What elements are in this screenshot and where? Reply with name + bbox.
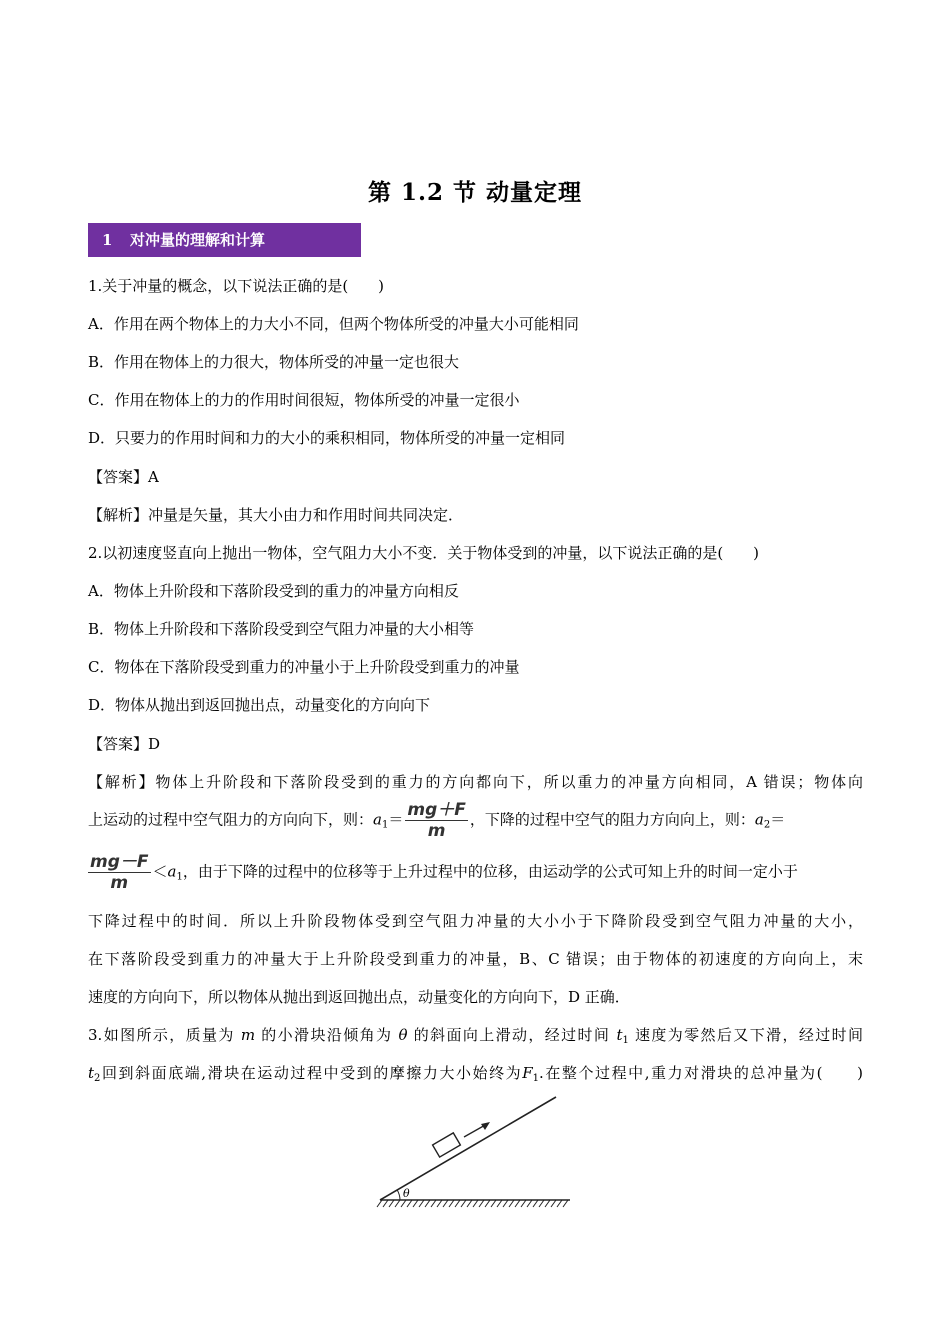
- hatch-stroke: [449, 1200, 454, 1207]
- q2-answer: [88, 733, 160, 754]
- hatch-stroke: [431, 1200, 436, 1207]
- angle-label: θ: [403, 1187, 410, 1200]
- q1-analysis: [88, 504, 463, 525]
- subscript: 1: [381, 819, 389, 831]
- fraction-numerator: mg＋F: [407, 800, 466, 820]
- page-title: 第 1.2 节 动量定理: [367, 179, 583, 206]
- hatch-stroke: [395, 1200, 400, 1207]
- analysis-tag: 【解析】: [88, 773, 156, 791]
- section-label: 对冲量的理解和计算: [130, 231, 266, 249]
- angle-arc: [397, 1190, 400, 1200]
- symbol-a: a: [754, 810, 764, 829]
- q2-analysis-line-6: 速度的方向向下，所以物体从抛出到返回抛出点，动量变化的方向向下，D 正确．: [88, 988, 630, 1006]
- symbol-f: F: [522, 1064, 533, 1082]
- symbol-t: t: [616, 1026, 623, 1044]
- stem-text: 的斜面向上滑动，经过时间: [407, 1026, 617, 1044]
- hatch-stroke: [437, 1200, 442, 1207]
- analysis-text: 物体上升阶段和下落阶段受到的重力的方向都向下，所以重力的冲量方向相同，A 错误；物体向: [155, 773, 863, 791]
- analysis-text: ，下降的过程中空气的阻力方向向上，则：: [469, 810, 755, 829]
- hatch-stroke: [413, 1200, 418, 1207]
- hatch-stroke: [377, 1200, 382, 1207]
- analysis-tag: 【解析】: [88, 506, 149, 524]
- symbol-t: t: [88, 1064, 95, 1082]
- hatch-stroke: [401, 1200, 406, 1207]
- hatch-stroke: [479, 1200, 484, 1207]
- fraction-numerator: mg－F: [90, 852, 149, 872]
- hatch-stroke: [455, 1200, 460, 1207]
- section-banner: [88, 223, 361, 257]
- fraction-denominator: m: [110, 873, 129, 893]
- symbol-a: a: [373, 810, 382, 829]
- hatch-stroke: [491, 1200, 496, 1207]
- q2-option-c: C．物体在下落阶段受到重力的冲量小于上升阶段受到重力的冲量: [88, 658, 520, 676]
- fraction-mg-minus-f: [88, 852, 151, 893]
- analysis-text: 上运动的过程中空气阻力的方向向下，则：: [88, 810, 374, 829]
- hatch-stroke: [389, 1200, 394, 1207]
- analysis-text: ，由于下降的过程中的位移等于上升过程中的位移，由运动学的公式可知上升的时间一定小于: [182, 862, 798, 881]
- equals-sign: ＝: [388, 810, 404, 829]
- hatch-stroke: [503, 1200, 508, 1207]
- answer-tag: 【答案】: [88, 468, 149, 486]
- subscript: 1: [176, 871, 183, 883]
- subscript: 1: [622, 1035, 629, 1046]
- ground-hatching: [377, 1200, 570, 1207]
- subscript: 2: [763, 819, 771, 831]
- answer-value: D: [148, 735, 161, 753]
- incline-figure: [372, 1093, 572, 1213]
- q1-option-d: D．只要力的作用时间和力的大小的乘积相同，物体所受的冲量一定相同: [88, 429, 566, 447]
- hatch-stroke: [467, 1200, 472, 1207]
- hatch-stroke: [521, 1200, 526, 1207]
- symbol-m: m: [240, 1026, 256, 1044]
- hatch-stroke: [545, 1200, 550, 1207]
- q2-option-a: A．物体上升阶段和下落阶段受到的重力的冲量方向相反: [88, 582, 459, 600]
- hatch-stroke: [443, 1200, 448, 1207]
- q1-option-c: C．作用在物体上的力的作用时间很短，物体所受的冲量一定很小: [88, 391, 520, 409]
- hatch-stroke: [497, 1200, 502, 1207]
- equals-sign: ＝: [770, 810, 786, 829]
- hatch-stroke: [425, 1200, 430, 1207]
- hatch-stroke: [539, 1200, 544, 1207]
- less-than-sign: ＜: [152, 862, 168, 881]
- symbol-a: a: [167, 862, 177, 881]
- fraction-denominator: m: [427, 821, 446, 841]
- hatch-stroke: [563, 1200, 568, 1207]
- answer-tag: 【答案】: [88, 735, 149, 753]
- stem-text: 3.如图所示，质量为: [88, 1026, 241, 1044]
- q3-stem-line-1: [88, 1024, 863, 1045]
- q2-analysis-line-4: 下降过程中的时间．所以上升阶段物体受到空气阻力冲量的大小小于下降阶段受到空气阻力冲量的大小，: [88, 912, 863, 930]
- incline-line: [380, 1097, 556, 1200]
- hatch-stroke: [383, 1200, 388, 1207]
- q2-analysis-line-1: [88, 771, 863, 792]
- symbol-theta: θ: [398, 1026, 408, 1044]
- subscript: 2: [94, 1073, 101, 1084]
- q1-option-b: B．作用在物体上的力很大，物体所受的冲量一定也很大: [88, 353, 460, 371]
- q2-analysis-line-3: [88, 852, 798, 893]
- stem-text: 速度为零然后又下滑，经过时间: [628, 1026, 863, 1044]
- hatch-stroke: [533, 1200, 538, 1207]
- hatch-stroke: [515, 1200, 520, 1207]
- stem-text: 回到斜面底端,滑块在运动过程中受到的摩擦力大小始终为: [100, 1064, 523, 1082]
- sliding-block: [433, 1133, 461, 1157]
- hatch-stroke: [407, 1200, 412, 1207]
- q1-option-a: A．作用在两个物体上的力大小不同，但两个物体所受的冲量大小可能相同: [88, 315, 579, 333]
- q1-answer: [88, 466, 159, 487]
- q3-stem-line-2: [88, 1062, 863, 1083]
- answer-value: A: [148, 468, 159, 486]
- subscript: 1: [532, 1073, 540, 1084]
- hatch-stroke: [551, 1200, 556, 1207]
- hatch-stroke: [509, 1200, 514, 1207]
- analysis-text: 冲量是矢量，其大小由力和作用时间共同决定．: [148, 506, 464, 524]
- q2-stem: 2.以初速度竖直向上抛出一物体，空气阻力大小不变．关于物体受到的冲量，以下说法正确的是( ): [88, 544, 760, 562]
- hatch-stroke: [557, 1200, 562, 1207]
- q2-option-d: D．物体从抛出到返回抛出点，动量变化的方向向下: [88, 696, 431, 714]
- hatch-stroke: [527, 1200, 532, 1207]
- stem-text: .在整个过程中,重力对滑块的总冲量为( ): [539, 1064, 863, 1082]
- fraction-mg-plus-f: [405, 800, 468, 841]
- stem-text: 的小滑块沿倾角为: [255, 1026, 399, 1044]
- hatch-stroke: [485, 1200, 490, 1207]
- q1-stem: 1.关于冲量的概念，以下说法正确的是( ): [88, 277, 385, 295]
- velocity-arrow: [464, 1122, 490, 1137]
- q2-analysis-line-2: [88, 800, 863, 841]
- hatch-stroke: [473, 1200, 478, 1207]
- section-number: 1: [102, 231, 113, 249]
- q2-analysis-line-5: 在下落阶段受到重力的冲量大于上升阶段受到重力的冲量，B、C 错误；由于物体的初速度的方向向上，末: [88, 950, 863, 968]
- q2-option-b: B．物体上升阶段和下落阶段受到空气阻力冲量的大小相等: [88, 620, 475, 638]
- hatch-stroke: [461, 1200, 466, 1207]
- hatch-stroke: [419, 1200, 424, 1207]
